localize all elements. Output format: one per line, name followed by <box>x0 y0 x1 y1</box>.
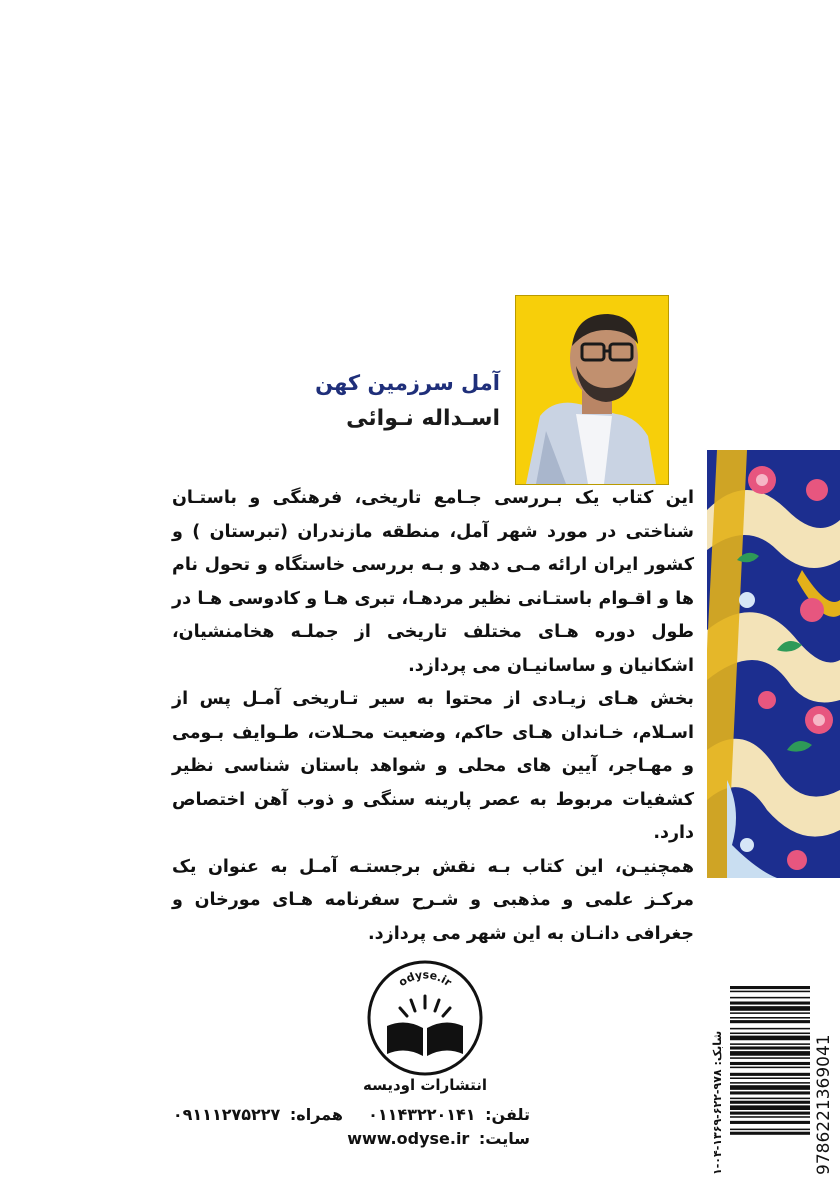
barcode-bar <box>730 1036 810 1041</box>
mobile-label: همراه: <box>289 1105 343 1124</box>
barcode-bar <box>730 1121 810 1124</box>
isbn-digits: 9786221369041 <box>814 1034 834 1175</box>
barcode-bar <box>730 1073 810 1076</box>
description-paragraph-2: بخش هـای زیـادی از محتوا به سیر تـاریخی آمـل پس از اسـلام، خـاندان هـای حاکم، وضعیت محـلات، طـوایف بـومی و مهـاجر، آیین های محلی و شواهد باستان شناسی نظیر کشفیات مربوط به عصر پارینه سنگی و ذوب آهن اختصاص دارد. <box>172 689 694 843</box>
author-name: اسـداله نـوائی <box>346 406 500 431</box>
barcode-bar <box>730 1062 810 1065</box>
isbn-barcode <box>708 980 838 1180</box>
tile-artwork <box>707 450 840 878</box>
isbn-label-text: شابک: <box>711 1030 724 1066</box>
isbn-label <box>711 1031 724 1175</box>
barcode-bar <box>730 1132 810 1135</box>
barcode-bar <box>730 1077 810 1079</box>
barcode-bar <box>730 1012 810 1014</box>
publisher-name: انتشارات اودیسه <box>362 1076 488 1094</box>
phone-number: ۰۱۱۴۳۲۲۰۱۴۱ <box>368 1105 476 1124</box>
barcode-bar <box>730 1043 810 1045</box>
phone-label: تلفن: <box>485 1105 530 1124</box>
book-description <box>172 482 694 951</box>
barcode-bar <box>730 1020 810 1023</box>
site-label: سایت: <box>478 1129 530 1148</box>
barcode-bar <box>730 1105 810 1110</box>
barcode-bar <box>730 1082 810 1084</box>
author-photo <box>515 295 669 485</box>
barcode-bar <box>730 1033 810 1035</box>
barcode-bar <box>730 997 810 999</box>
barcode-bar <box>730 1091 810 1094</box>
barcode-bar <box>730 1017 810 1019</box>
contact-phones <box>173 1103 530 1127</box>
publisher-site-arc: odyse.ir <box>396 968 455 990</box>
barcode-bar <box>730 1116 810 1118</box>
barcode-bar <box>730 1085 810 1090</box>
barcode-bar <box>730 991 810 993</box>
mobile-number: ۰۹۱۱۱۲۷۵۲۲۷ <box>172 1105 281 1124</box>
barcode-bar <box>730 1057 810 1059</box>
contact-website <box>173 1127 530 1151</box>
description-paragraph-1: این کتاب یک بـررسی جـامع تاریخی، فرهنگی و باستـان شناختی در مورد شهر آمل، منطقه مازندران (تبرستان ) و کشور ایران ارائه مـی دهد و بـه بررسی خاستگاه و تحول نام ها و اقـوام باستـانی نظیر مردهـا، تبری هـا و کادوسی هـا در طول دوره هـای مختلف تاریخی از جملـه هخامنشیان، اشکانیان و ساسانیـان می پردازد. <box>172 488 694 676</box>
publisher-logo <box>365 958 485 1078</box>
description-paragraph-3: همچنیـن، این کتاب بـه نقش برجستـه آمـل به عنوان یک مرکـز علمی و مذهبی و شـرح سفرنامه هـای مورخان و جغرافی دانـان به این شهر می پردازد. <box>172 856 694 944</box>
barcode-bar <box>730 1002 810 1005</box>
title-block <box>315 368 500 434</box>
barcode-bar <box>730 986 810 989</box>
isbn-number: ۹۷۸-۶۲۲-۱۳۶۹-۰۴-۱ <box>711 1069 724 1175</box>
contact-info <box>173 1103 530 1151</box>
barcode-bar <box>730 1028 810 1030</box>
barcode-bar <box>730 1067 810 1069</box>
barcode-bar <box>730 1006 810 1011</box>
book-title: آمل سرزمین کهن <box>315 371 500 395</box>
barcode-bar <box>730 1101 810 1104</box>
barcode-bar <box>730 1098 810 1100</box>
website-url[interactable]: www.odyse.ir <box>347 1129 470 1148</box>
barcode-bar <box>730 1129 810 1131</box>
barcode-bar <box>730 1112 810 1115</box>
barcode-bar <box>730 1051 810 1056</box>
barcode-bar <box>730 1046 810 1049</box>
